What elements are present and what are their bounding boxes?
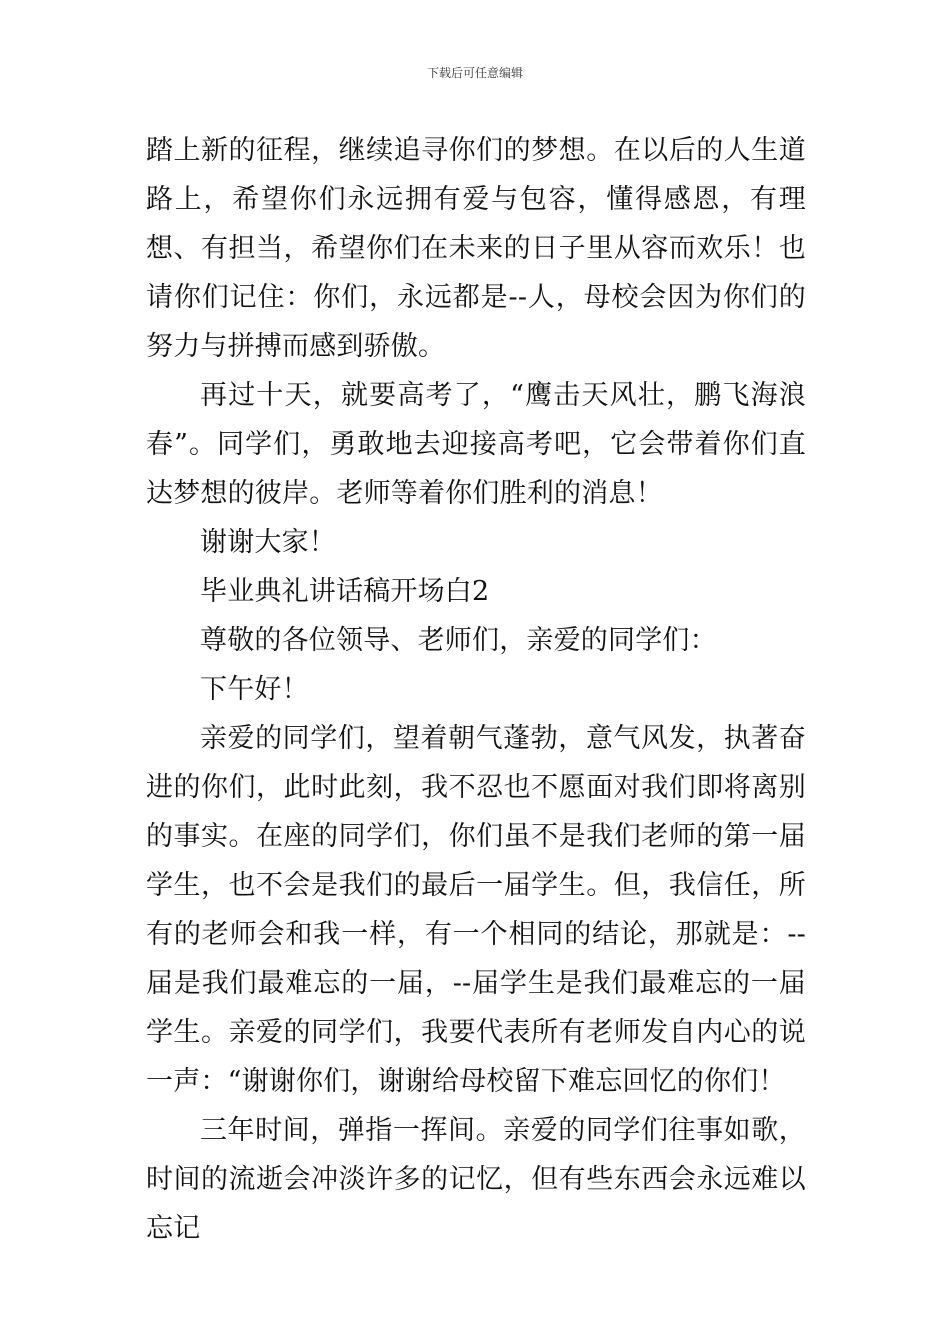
salutation: 尊敬的各位领导、老师们，亲爱的同学们： <box>200 625 717 656</box>
paragraph-farewell: 亲爱的同学们，望着朝气蓬勃，意气风发，执著奋进的你们，此时此刻，我不忍也不愿面对我们即将离别的事实。在座的同学们，你们虽不是我们老师的第一届学生，也不会是我们的最后一届学生。但，我信任，所有的老师会和我一样，有一个相同的结论，那就是：--届是我们最难忘的一届，--届学生是我们最难忘的一届学生。亲爱的同学们，我要代表所有老师发自内心的说一声：“谢谢你们，谢谢给母校留下难忘回忆的你们！ <box>146 723 806 1097</box>
section-title: 毕业典礼讲话稿开场白2 <box>200 576 490 607</box>
page-header-note: 下载后可任意编辑 <box>426 66 523 80</box>
document-body <box>146 126 806 1253</box>
paragraph-continuation: 踏上新的征程，继续追寻你们的梦想。在以后的人生道路上，希望你们永远拥有爱与包容，懂得感恩，有理想、有担当，希望你们在未来的日子里从容而欢乐！也请你们记住：你们，永远都是--人，母校会因为你们的努力与拼搏而感到骄傲。 <box>146 135 806 362</box>
greeting: 下午好！ <box>200 674 309 705</box>
paragraph-three-years: 三年时间，弹指一挥间。亲爱的同学们往事如歌，时间的流逝会冲淡许多的记忆，但有些东西会永远难以忘记 <box>146 1115 806 1244</box>
paragraph-gaokao: 再过十天，就要高考了，“鹰击天风壮，鹏飞海浪春”。同学们，勇敢地去迎接高考吧，它会带着你们直达梦想的彼岸。老师等着你们胜利的消息！ <box>146 380 806 509</box>
paragraph-thanks: 谢谢大家！ <box>200 527 336 558</box>
